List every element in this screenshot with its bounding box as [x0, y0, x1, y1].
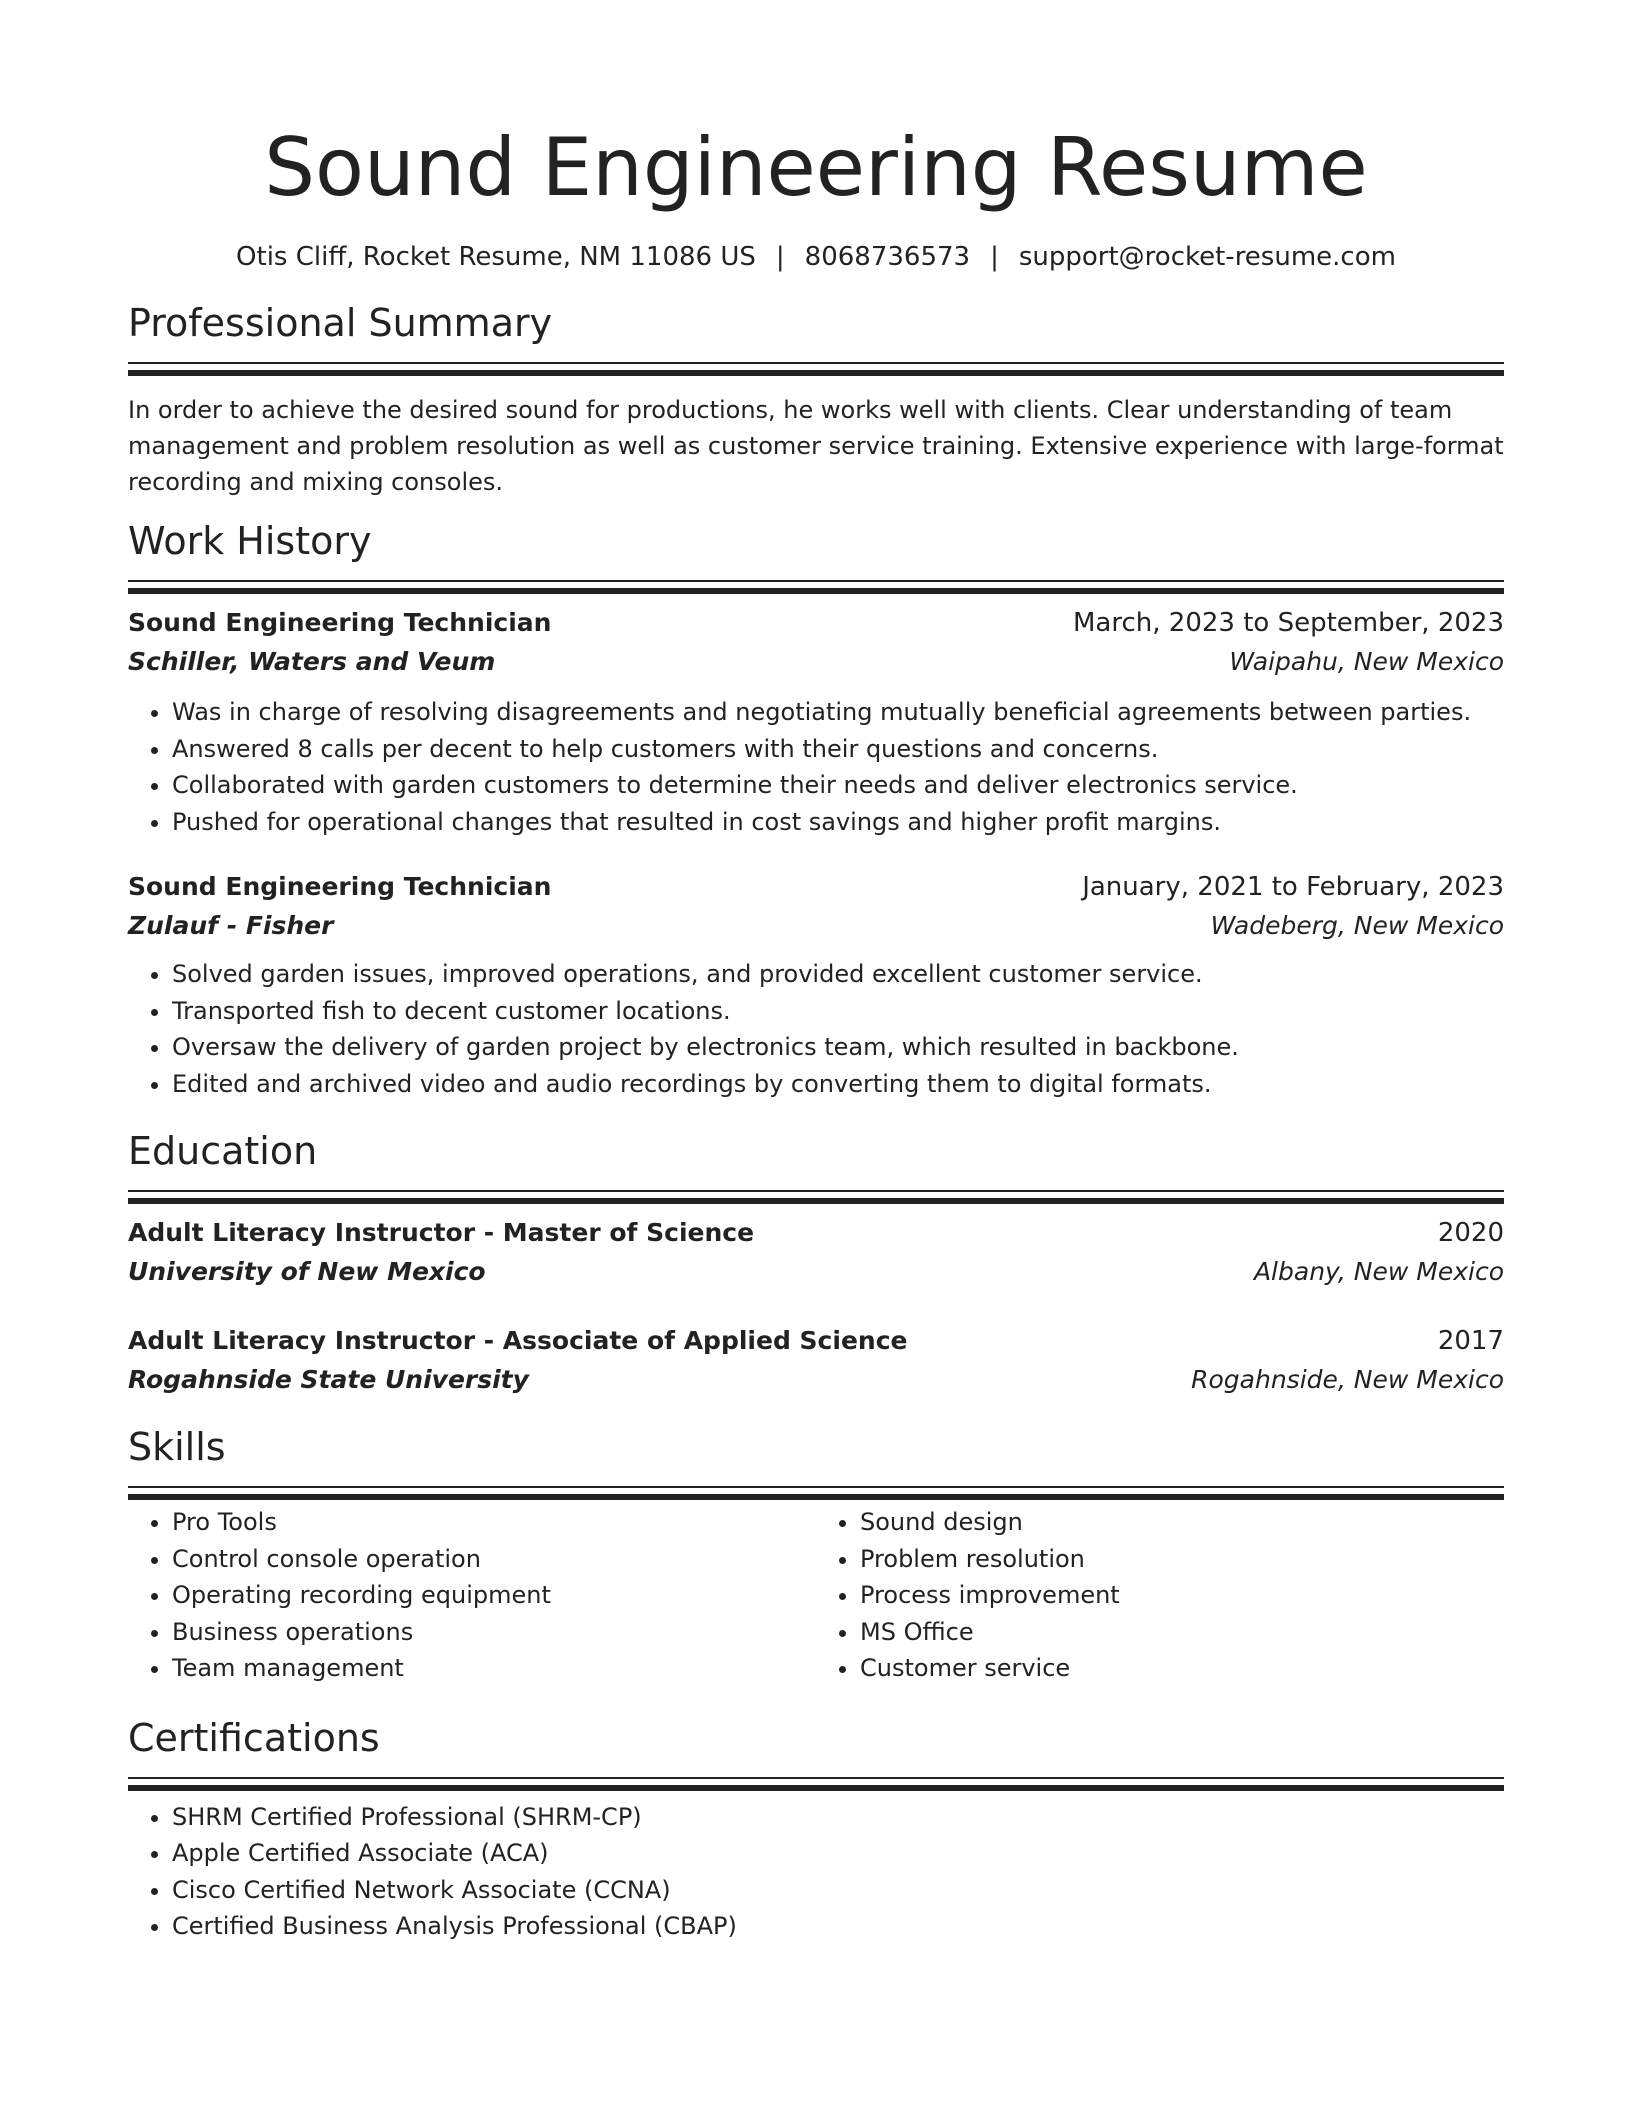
section-divider	[128, 1190, 1504, 1198]
job-location: Waipahu, New Mexico	[1229, 647, 1504, 676]
contact-address: Otis Cliff, Rocket Resume, NM 11086 US	[236, 242, 756, 272]
list-item: • Team management	[172, 1650, 816, 1687]
section-divider	[128, 580, 1504, 588]
degree-year: 2017	[1437, 1326, 1504, 1356]
list-item: • Pushed for operational changes that resulted in cost savings and higher profit margins.	[172, 804, 1504, 841]
certifications-list	[128, 1799, 1504, 1945]
resume-title: Sound Engineering Resume	[264, 121, 1368, 214]
list-item: • Problem resolution	[860, 1541, 1504, 1578]
school-name: Rogahnside State University	[128, 1365, 529, 1394]
summary-text: In order to achieve the desired sound for productions, he works well with clients. Clear understanding of team management and problem resolution as well as customer service training. Extensive experience with large-format recording and mixing consoles.	[128, 396, 1504, 496]
list-item: • Operating recording equipment	[172, 1577, 816, 1614]
contact-email: support@rocket-resume.com	[1018, 242, 1396, 272]
degree-title: Adult Literacy Instructor - Master of Science	[128, 1218, 755, 1247]
school-name: University of New Mexico	[128, 1257, 486, 1286]
job-company: Zulauf - Fisher	[128, 911, 334, 940]
skills-list-left	[128, 1504, 816, 1687]
list-item: • Customer service	[860, 1650, 1504, 1687]
list-item: • MS Office	[860, 1614, 1504, 1651]
job-bullet-list	[128, 694, 1504, 840]
job-company: Schiller, Waters and Veum	[128, 647, 496, 676]
list-item: • Transported fish to decent customer locations.	[172, 993, 1504, 1030]
list-item: • Apple Certified Associate (ACA)	[172, 1835, 1504, 1872]
job-title: Sound Engineering Technician	[128, 608, 552, 637]
section-divider	[128, 1486, 1504, 1494]
section-heading-summary: Professional Summary	[128, 301, 553, 345]
list-item: • Business operations	[172, 1614, 816, 1651]
contact-separator: |	[990, 242, 999, 272]
section-heading-certifications: Certifications	[128, 1715, 380, 1760]
list-item: • Collaborated with garden customers to determine their needs and deliver electronics service.	[172, 767, 1504, 804]
job-location: Wadeberg, New Mexico	[1210, 911, 1504, 940]
certifications-section	[128, 1713, 1504, 1945]
degree-title: Adult Literacy Instructor - Associate of Applied Science	[128, 1326, 908, 1355]
school-location: Albany, New Mexico	[1253, 1257, 1504, 1286]
section-heading-skills: Skills	[128, 1425, 226, 1469]
list-item: • Sound design	[860, 1504, 1504, 1541]
skills-section	[128, 1422, 1504, 1687]
job-bullet-list	[128, 956, 1504, 1102]
section-divider	[128, 362, 1504, 370]
education-entry	[128, 1322, 1504, 1400]
job-dates: March, 2023 to September, 2023	[1073, 608, 1504, 638]
list-item: • SHRM Certified Professional (SHRM-CP)	[172, 1799, 1504, 1836]
skills-list-right	[816, 1504, 1504, 1687]
skills-grid	[128, 1504, 1504, 1687]
list-item: • Oversaw the delivery of garden project by electronics team, which resulted in backbone.	[172, 1029, 1504, 1066]
contact-separator: |	[775, 242, 785, 272]
section-divider	[128, 1777, 1504, 1785]
job-entry	[128, 868, 1504, 1102]
list-item: • Solved garden issues, improved operations, and provided excellent customer service.	[172, 956, 1504, 993]
work-history-section	[128, 516, 1504, 1102]
list-item: • Cisco Certified Network Associate (CCNA)	[172, 1872, 1504, 1909]
contact-line	[128, 240, 1504, 274]
degree-year: 2020	[1437, 1218, 1504, 1248]
section-heading-education: Education	[128, 1129, 318, 1173]
contact-phone: 8068736573	[804, 242, 971, 272]
section-heading-work-history: Work History	[128, 519, 372, 563]
list-item: • Pro Tools	[172, 1504, 816, 1541]
list-item: • Was in charge of resolving disagreements and negotiating mutually beneficial agreements between parties.	[172, 694, 1504, 731]
list-item: • Certified Business Analysis Professional (CBAP)	[172, 1908, 1504, 1945]
list-item: • Control console operation	[172, 1541, 816, 1578]
job-entry	[128, 604, 1504, 840]
education-section	[128, 1126, 1504, 1400]
list-item: • Process improvement	[860, 1577, 1504, 1614]
education-entry	[128, 1214, 1504, 1292]
job-title: Sound Engineering Technician	[128, 872, 552, 901]
job-dates: January, 2021 to February, 2023	[1082, 872, 1504, 902]
summary-section	[128, 298, 1504, 500]
list-item: • Answered 8 calls per decent to help customers with their questions and concerns.	[172, 731, 1504, 768]
school-location: Rogahnside, New Mexico	[1191, 1365, 1504, 1394]
list-item: • Edited and archived video and audio recordings by converting them to digital formats.	[172, 1066, 1504, 1103]
